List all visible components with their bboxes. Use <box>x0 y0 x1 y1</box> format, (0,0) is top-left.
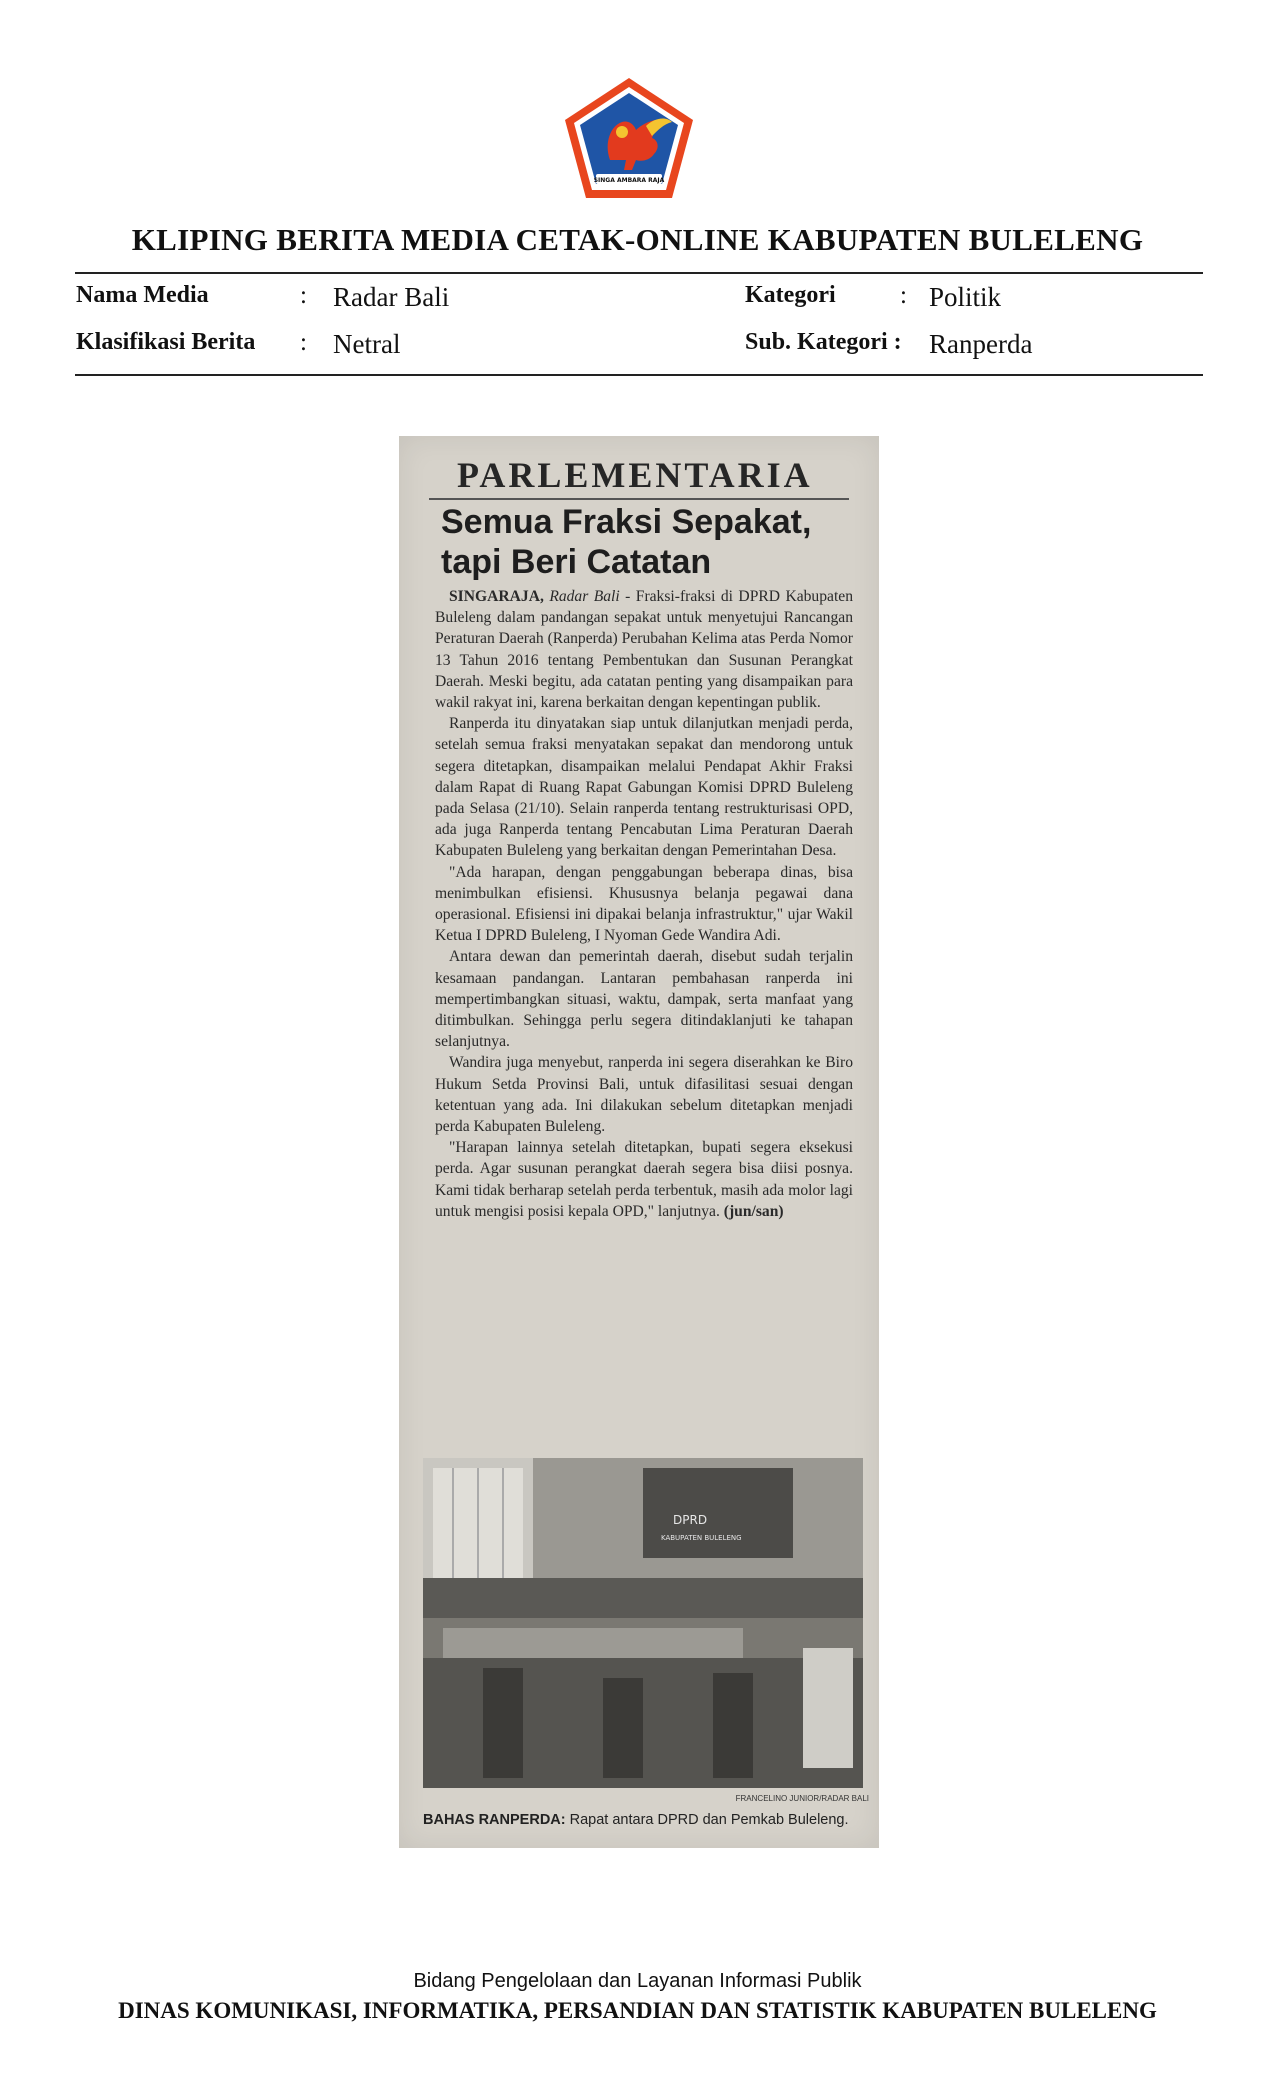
kategori-value: Politik <box>929 282 1002 312</box>
article-paragraph: Antara dewan dan pemerintah daerah, disebut sudah terjalin kesamaan pandangan. Lantaran pembahasan ranperda ini mempertimbangkan situasi, waktu, dampak, serta manfaat yang ditimbulkan. Sehingga perlu segera ditindaklanjuti ke tahapan selanjutnya. <box>435 948 853 1051</box>
photo-sign-kabupaten: KABUPATEN BULELENG <box>661 1534 742 1542</box>
nama-media-label: Nama Media <box>76 282 209 308</box>
buleleng-emblem-logo <box>562 74 697 202</box>
caption-lead: BAHAS RANPERDA: <box>423 1812 566 1828</box>
kategori-separator: : <box>900 282 907 309</box>
photo-sign-dprd: DPRD <box>673 1513 708 1527</box>
article-paragraph: "Ada harapan, dengan penggabungan beberapa dinas, bisa menimbulkan efisiensi. Khususnya belanja pegawai dana operasional. Efisiensi ini dipakai belanja infrastruktur," ujar Wakil Ketua I DPRD Buleleng, I Nyoman Gede Wandira Adi. <box>435 863 853 945</box>
article-byline: (jun/san) <box>723 1202 784 1220</box>
sub-kategori-label: Sub. Kategori : <box>745 329 902 355</box>
clipping-rubric: PARLEMENTARIA <box>457 455 813 495</box>
photo-credit: FRANCELINO JUNIOR/RADAR BALI <box>735 1794 869 1803</box>
article-paragraph <box>435 1137 853 1222</box>
sub-kategori-value: Ranperda <box>929 329 1033 359</box>
newspaper-clipping <box>399 436 879 1848</box>
article-paragraph <box>435 586 853 713</box>
nama-media-value: Radar Bali <box>333 282 450 312</box>
caption-text: Rapat antara DPRD dan Pemkab Buleleng. <box>565 1812 849 1828</box>
photo-caption <box>423 1812 863 1828</box>
article-paragraph: Wandira juga menyebut, ranperda ini segera diserahkan ke Biro Hukum Setda Provinsi Bali, untuk difasilitasi sesuai dengan ketentuan yang ada. Ini dilakukan sebelum ditetapkan menjadi perda Kabupaten Buleleng. <box>435 1054 853 1136</box>
article-dateline: SINGARAJA, <box>449 588 544 605</box>
header-divider-top <box>75 272 1203 274</box>
klasifikasi-separator: : <box>300 329 307 356</box>
rubric-underline <box>429 498 849 500</box>
klasifikasi-label: Klasifikasi Berita <box>76 329 256 355</box>
article-body <box>435 586 853 1222</box>
article-paragraph-text: - Fraksi-fraksi di DPRD Kabupaten Buleleng dalam pandangan sepakat untuk menyetujui Rancangan Peraturan Daerah (Ranperda) Perubahan Kelima atas Perda Nomor 13 Tahun 2016 tentang Pembentukan dan Susunan Perangkat Daerah. Meski begitu, ada catatan penting yang disampaikan para wakil rakyat ini, karena berkaitan dengan kepentingan publik. <box>435 588 854 712</box>
page-title: KLIPING BERITA MEDIA CETAK-ONLINE KABUPATEN BULELENG <box>131 222 1144 257</box>
footer-office: DINAS KOMUNIKASI, INFORMATIKA, PERSANDIAN DAN STATISTIK KABUPATEN BULELENG <box>118 1998 1157 2023</box>
nama-media-separator: : <box>300 282 307 309</box>
meeting-photo <box>423 1458 863 1788</box>
article-source: Radar Bali <box>549 588 620 605</box>
clipping-headline: Semua Fraksi Sepakat, tapi Beri Catatan <box>441 503 812 581</box>
klasifikasi-value: Netral <box>333 329 401 359</box>
logo-motto: SINGA AMBARA RAJA <box>593 177 665 184</box>
article-paragraph: Ranperda itu dinyatakan siap untuk dilanjutkan menjadi perda, setelah semua fraksi menyatakan sepakat dan mendorong untuk segera ditetapkan, disampaikan melalui Pendapat Akhir Fraksi dalam Rapat di Ruang Rapat Gabungan Komisi DPRD Buleleng pada Selasa (21/10). Selain ranperda tentang restrukturisasi OPD, ada juga Ranperda tentang Pencabutan Lima Peraturan Daerah Kabupaten Buleleng yang berkaitan dengan Pemerintahan Desa. <box>435 715 853 860</box>
kategori-label: Kategori <box>745 282 836 308</box>
header-divider-bottom <box>75 374 1203 376</box>
footer-department: Bidang Pengelolaan dan Layanan Informasi Publik <box>413 1970 862 1992</box>
article-paragraph-text: "Harapan lainnya setelah ditetapkan, bupati segera eksekusi perda. Agar susunan perangkat daerah segera bisa diisi posnya. Kami tidak berharap setelah perda terbentuk, masih ada molor lagi untuk mengisi posisi kepala OPD," lanjutnya. <box>435 1139 853 1220</box>
